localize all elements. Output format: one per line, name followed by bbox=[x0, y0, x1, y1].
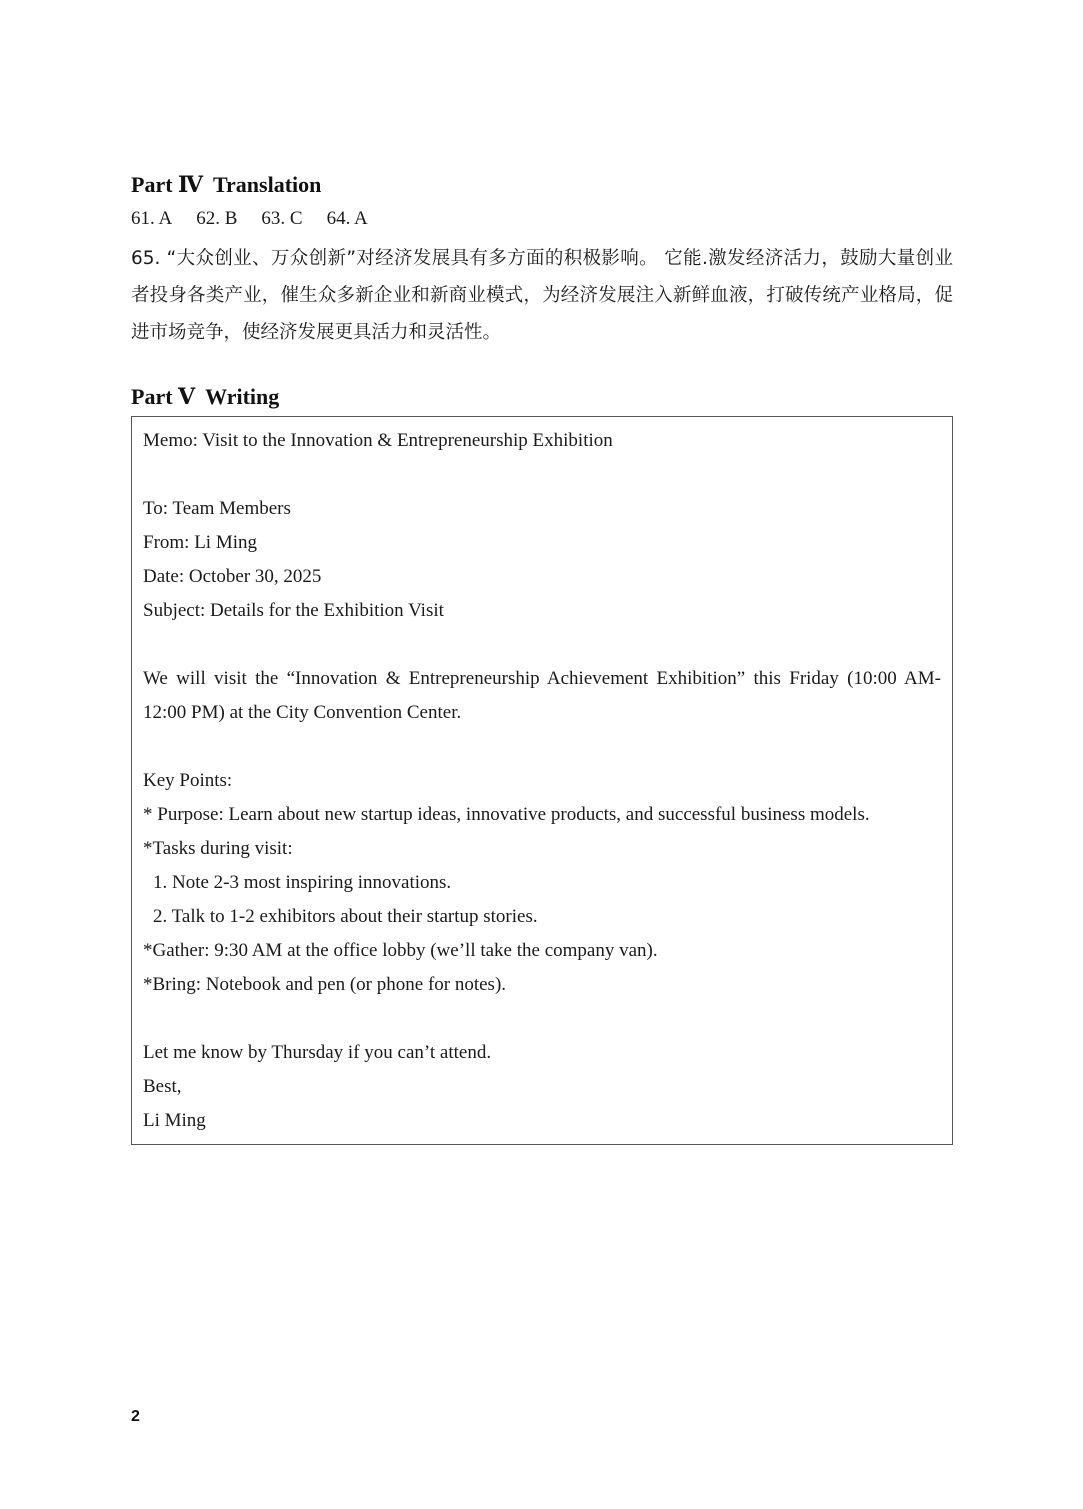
answer-62: 62. B bbox=[196, 208, 238, 229]
section-heading-part5 bbox=[131, 382, 953, 412]
spacer bbox=[143, 730, 941, 764]
section-heading-part4 bbox=[131, 170, 953, 200]
memo-from: From: Li Ming bbox=[143, 532, 258, 553]
answer-list bbox=[131, 204, 953, 234]
memo-title: Memo: Visit to the Innovation & Entrepreneurship Exhibition bbox=[143, 430, 613, 451]
spacer bbox=[143, 1002, 941, 1036]
memo-task-1: 1. Note 2-3 most inspiring innovations. bbox=[153, 872, 452, 893]
memo-bring: *Bring: Notebook and pen (or phone for notes). bbox=[143, 974, 507, 995]
memo-gather: *Gather: 9:30 AM at the office lobby (we’ll take the company van). bbox=[143, 940, 658, 961]
answer-61: 61. A bbox=[131, 208, 173, 229]
memo-closing: Let me know by Thursday if you can’t attend. bbox=[143, 1042, 492, 1063]
memo-box bbox=[131, 416, 953, 1145]
memo-subject: Subject: Details for the Exhibition Visit bbox=[143, 600, 444, 621]
page-number: 2 bbox=[131, 1408, 140, 1425]
translation-answer-65: 65. “大众创业、万众创新”对经济发展具有多方面的积极影响。 它能.激发经济活力，鼓励大量创业者投身各类产业，催生众多新企业和新商业模式，为经济发展注入新鲜血液，打破传统产业格局，促进市场竞争，使经济发展更具活力和灵活性。 bbox=[131, 248, 953, 343]
memo-signoff: Best, bbox=[143, 1076, 182, 1097]
answer-63: 63. C bbox=[261, 208, 303, 229]
spacer bbox=[143, 458, 941, 492]
memo-body: We will visit the “Innovation & Entrepreneurship Achievement Exhibition” this Friday (10:00 AM-12:00 PM) at the City Convention Center. bbox=[143, 668, 941, 723]
part5-title: Writing bbox=[205, 384, 280, 409]
answer-64: 64. A bbox=[326, 208, 368, 229]
spacer bbox=[143, 628, 941, 662]
memo-key-points-label: Key Points: bbox=[143, 770, 233, 791]
memo-signature: Li Ming bbox=[143, 1110, 206, 1131]
part5-label: Part Ⅴ bbox=[131, 384, 196, 409]
memo-date: Date: October 30, 2025 bbox=[143, 566, 322, 587]
part4-title: Translation bbox=[213, 172, 322, 197]
memo-purpose: * Purpose: Learn about new startup ideas, innovative products, and successful business models. bbox=[143, 804, 870, 825]
memo-tasks-label: *Tasks during visit: bbox=[143, 838, 293, 859]
part4-label: Part Ⅳ bbox=[131, 172, 203, 197]
memo-to: To: Team Members bbox=[143, 498, 291, 519]
memo-task-2: 2. Talk to 1-2 exhibitors about their startup stories. bbox=[153, 906, 538, 927]
page-content bbox=[131, 170, 953, 1145]
